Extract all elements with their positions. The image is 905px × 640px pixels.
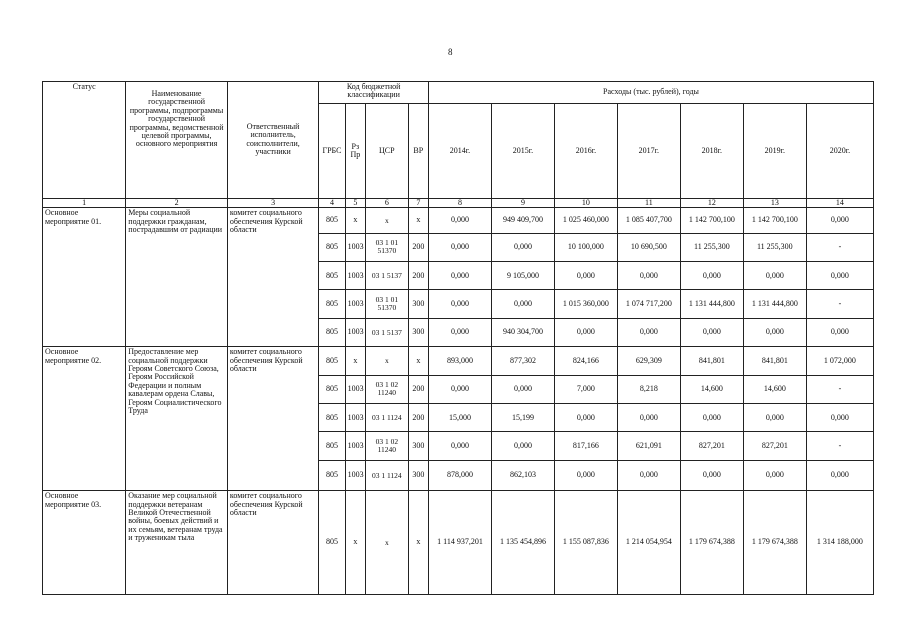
rzpr-cell: 1003	[345, 262, 365, 290]
header-year: 2014г.	[428, 104, 491, 198]
csr-cell: 03 1 02 11240	[365, 375, 408, 403]
rzpr-cell: 1003	[345, 290, 365, 318]
expense-value-cell: 14,600	[743, 375, 806, 403]
expense-value-cell: 0,000	[491, 432, 554, 460]
expense-value-cell: 0,000	[617, 460, 680, 490]
expense-value-cell: 10 690,500	[617, 233, 680, 261]
vr-cell: 300	[408, 460, 428, 490]
grbs-cell: 805	[319, 318, 345, 346]
rzpr-cell: х	[345, 347, 365, 375]
expense-value-cell: 7,000	[554, 375, 617, 403]
expense-value-cell: 8,218	[617, 375, 680, 403]
expense-value-cell: 1 314 188,000	[806, 491, 873, 595]
grbs-cell: 805	[319, 491, 345, 595]
expense-value-cell: 0,000	[743, 262, 806, 290]
header-vr: ВР	[408, 104, 428, 198]
header-name: Наименование государственной программы, подпрограммы государственной программы, ведомственной целевой программы, основного мероприятия	[126, 82, 228, 199]
header-csr: ЦСР	[365, 104, 408, 198]
expense-value-cell: 0,000	[743, 460, 806, 490]
grbs-cell: 805	[319, 208, 345, 233]
expense-value-cell: 621,091	[617, 432, 680, 460]
vr-cell: х	[408, 347, 428, 375]
expense-value-cell: 824,166	[554, 347, 617, 375]
page-number: 8	[448, 47, 453, 57]
vr-cell: 200	[408, 404, 428, 432]
vr-cell: 300	[408, 290, 428, 318]
header-year: 2019г.	[743, 104, 806, 198]
expense-value-cell: 1 179 674,388	[743, 491, 806, 595]
expense-value-cell: 0,000	[554, 404, 617, 432]
expense-value-cell: 1 072,000	[806, 347, 873, 375]
expense-value-cell: 841,801	[680, 347, 743, 375]
executor-cell: комитет социального обеспечения Курской области	[227, 347, 318, 491]
column-number: 9	[491, 198, 554, 208]
expense-value-cell: 878,000	[428, 460, 491, 490]
expense-value-cell: 15,000	[428, 404, 491, 432]
expense-value-cell: 0,000	[806, 208, 873, 233]
expense-value-cell: 0,000	[617, 404, 680, 432]
csr-cell: х	[365, 491, 408, 595]
header-year: 2016г.	[554, 104, 617, 198]
expense-value-cell: 827,201	[743, 432, 806, 460]
grbs-cell: 805	[319, 347, 345, 375]
rzpr-cell: 1003	[345, 318, 365, 346]
expense-value-cell: 0,000	[428, 208, 491, 233]
csr-cell: х	[365, 208, 408, 233]
expense-value-cell: -	[806, 233, 873, 261]
column-number: 12	[680, 198, 743, 208]
header-executor: Ответственный исполнитель, соисполнители, участники	[227, 82, 318, 199]
expense-value-cell: 0,000	[617, 262, 680, 290]
table-row	[43, 491, 874, 595]
grbs-cell: 805	[319, 375, 345, 403]
column-number: 13	[743, 198, 806, 208]
expense-value-cell: 0,000	[428, 290, 491, 318]
expense-value-cell: 0,000	[680, 460, 743, 490]
grbs-cell: 805	[319, 233, 345, 261]
expense-value-cell: 0,000	[554, 262, 617, 290]
csr-cell: 03 1 5137	[365, 318, 408, 346]
csr-cell: 03 1 01 51370	[365, 233, 408, 261]
vr-cell: 200	[408, 262, 428, 290]
executor-cell: комитет социального обеспечения Курской области	[227, 491, 318, 595]
expense-value-cell: 817,166	[554, 432, 617, 460]
expense-value-cell: 0,000	[680, 404, 743, 432]
expense-value-cell: 877,302	[491, 347, 554, 375]
header-year: 2017г.	[617, 104, 680, 198]
rzpr-cell: х	[345, 208, 365, 233]
expense-value-cell: 0,000	[428, 262, 491, 290]
expense-value-cell: 9 105,000	[491, 262, 554, 290]
expense-value-cell: 0,000	[491, 233, 554, 261]
vr-cell: х	[408, 208, 428, 233]
column-number: 6	[365, 198, 408, 208]
header-year: 2015г.	[491, 104, 554, 198]
table-row	[43, 347, 874, 375]
vr-cell: 200	[408, 233, 428, 261]
budget-table	[42, 81, 874, 595]
name-cell: Предоставление мер социальной поддержки Героям Советского Союза, Героям Российской Федерации и полным кавалерам ордена Славы, Героям Социалистического Труда	[126, 347, 228, 491]
expense-value-cell: 1 085 407,700	[617, 208, 680, 233]
column-number: 1	[43, 198, 126, 208]
expense-value-cell: 0,000	[680, 318, 743, 346]
expense-value-cell: 841,801	[743, 347, 806, 375]
expense-value-cell: 0,000	[680, 262, 743, 290]
grbs-cell: 805	[319, 432, 345, 460]
expense-value-cell: 1 025 460,000	[554, 208, 617, 233]
header-expenses: Расходы (тыс. рублей), годы	[428, 82, 873, 104]
expense-value-cell: 15,199	[491, 404, 554, 432]
csr-cell: 03 1 02 11240	[365, 432, 408, 460]
expense-value-cell: 10 100,000	[554, 233, 617, 261]
column-number-row	[43, 198, 874, 208]
expense-value-cell: 0,000	[554, 460, 617, 490]
column-number: 4	[319, 198, 345, 208]
table-row	[43, 208, 874, 233]
expense-value-cell: 1 015 360,000	[554, 290, 617, 318]
header-year: 2018г.	[680, 104, 743, 198]
rzpr-cell: 1003	[345, 375, 365, 403]
vr-cell: х	[408, 491, 428, 595]
expense-value-cell: 0,000	[617, 318, 680, 346]
executor-cell: комитет социального обеспечения Курской области	[227, 208, 318, 347]
vr-cell: 300	[408, 318, 428, 346]
expense-value-cell: 629,309	[617, 347, 680, 375]
csr-cell: 03 1 5137	[365, 262, 408, 290]
expense-value-cell: 1 074 717,200	[617, 290, 680, 318]
csr-cell: 03 1 1124	[365, 460, 408, 490]
expense-value-cell: 0,000	[491, 375, 554, 403]
expense-value-cell: 0,000	[743, 404, 806, 432]
expense-value-cell: 0,000	[428, 375, 491, 403]
column-number: 7	[408, 198, 428, 208]
column-number: 11	[617, 198, 680, 208]
expense-value-cell: 1 214 054,954	[617, 491, 680, 595]
csr-cell: х	[365, 347, 408, 375]
expense-value-cell: 1 131 444,800	[743, 290, 806, 318]
status-cell: Основное мероприятие 03.	[43, 491, 126, 595]
expense-value-cell: 1 142 700,100	[743, 208, 806, 233]
header-status: Статус	[43, 82, 126, 199]
rzpr-cell: х	[345, 491, 365, 595]
expense-value-cell: 0,000	[428, 432, 491, 460]
expense-value-cell: 0,000	[428, 318, 491, 346]
column-number: 14	[806, 198, 873, 208]
expense-value-cell: 11 255,300	[743, 233, 806, 261]
grbs-cell: 805	[319, 404, 345, 432]
csr-cell: 03 1 01 51370	[365, 290, 408, 318]
expense-value-cell: 14,600	[680, 375, 743, 403]
expense-value-cell: 0,000	[806, 262, 873, 290]
expense-value-cell: 0,000	[806, 460, 873, 490]
expense-value-cell: -	[806, 432, 873, 460]
expense-value-cell: 827,201	[680, 432, 743, 460]
expense-value-cell: 0,000	[743, 318, 806, 346]
column-number: 10	[554, 198, 617, 208]
expense-value-cell: 1 142 700,100	[680, 208, 743, 233]
expense-value-cell: 940 304,700	[491, 318, 554, 346]
expense-value-cell: 1 135 454,896	[491, 491, 554, 595]
grbs-cell: 805	[319, 460, 345, 490]
expense-value-cell: 1 155 087,836	[554, 491, 617, 595]
expense-value-cell: 0,000	[806, 318, 873, 346]
grbs-cell: 805	[319, 290, 345, 318]
expense-value-cell: 11 255,300	[680, 233, 743, 261]
column-number: 2	[126, 198, 228, 208]
header-year: 2020г.	[806, 104, 873, 198]
header-budget-code: Код бюджетной классификации	[319, 82, 429, 104]
rzpr-cell: 1003	[345, 432, 365, 460]
status-cell: Основное мероприятие 02.	[43, 347, 126, 491]
expense-value-cell: 0,000	[806, 404, 873, 432]
rzpr-cell: 1003	[345, 404, 365, 432]
grbs-cell: 805	[319, 262, 345, 290]
expense-value-cell: 949 409,700	[491, 208, 554, 233]
name-cell: Меры социальной поддержки гражданам, пострадавшим от радиации	[126, 208, 228, 347]
csr-cell: 03 1 1124	[365, 404, 408, 432]
header-rzpr: Рз Пр	[345, 104, 365, 198]
expense-value-cell: 1 131 444,800	[680, 290, 743, 318]
column-number: 8	[428, 198, 491, 208]
expense-value-cell: 1 179 674,388	[680, 491, 743, 595]
expense-value-cell: 893,000	[428, 347, 491, 375]
vr-cell: 200	[408, 375, 428, 403]
expense-value-cell: 0,000	[428, 233, 491, 261]
expense-value-cell: 1 114 937,201	[428, 491, 491, 595]
vr-cell: 300	[408, 432, 428, 460]
header-grbs: ГРБС	[319, 104, 345, 198]
expense-value-cell: 0,000	[554, 318, 617, 346]
column-number: 3	[227, 198, 318, 208]
status-cell: Основное мероприятие 01.	[43, 208, 126, 347]
expense-value-cell: 0,000	[491, 290, 554, 318]
column-number: 5	[345, 198, 365, 208]
rzpr-cell: 1003	[345, 460, 365, 490]
rzpr-cell: 1003	[345, 233, 365, 261]
expense-value-cell: -	[806, 290, 873, 318]
expense-value-cell: 862,103	[491, 460, 554, 490]
name-cell: Оказание мер социальной поддержки ветеранам Великой Отечественной войны, боевых действий и их семьям, ветеранам труда и труженикам тыла	[126, 491, 228, 595]
expense-value-cell: -	[806, 375, 873, 403]
